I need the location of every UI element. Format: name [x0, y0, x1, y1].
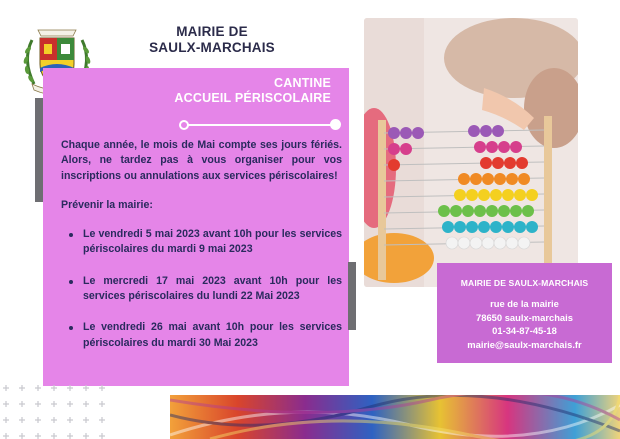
list-item-text: Le vendredi 26 mai avant 10h pour les services périscolaires du mardi 30 Mai 2023 [83, 321, 342, 349]
list-item [61, 320, 342, 351]
intro-paragraph: Chaque année, le mois de Mai compte ses jours fériés. Alors, ne tardez pas à vous organiser pour vos inscriptions ou annulations aux services périscolaires! [61, 139, 342, 182]
list-item-text: Le mercredi 17 mai 2023 avant 10h pour les services périscolaires du lundi 22 Mai 2023 [83, 274, 342, 303]
decorative-color-strip [170, 395, 620, 439]
panel-heading-line2: ACCUEIL PÉRISCOLAIRE [174, 91, 331, 105]
panel-heading [174, 76, 331, 106]
decorative-plus-pattern [1, 381, 117, 439]
decorative-slider-line [186, 124, 336, 126]
list-item-text: Le vendredi 5 mai 2023 avant 10h pour les services périscolaires du mardi 9 mai 2023 [83, 228, 342, 256]
decorative-bar [348, 262, 356, 330]
mairie-title [128, 24, 296, 56]
announcement-panel [43, 68, 349, 386]
contact-phone[interactable]: 01-34-87-45-18 [492, 325, 557, 337]
contact-city: 78650 saulx-marchais [476, 311, 573, 323]
contact-title: MAIRIE DE SAULX-MARCHAIS [460, 278, 589, 288]
mairie-title-line1: MAIRIE DE [176, 24, 248, 39]
mairie-title-line2: SAULX-MARCHAIS [149, 40, 275, 55]
bullet-icon [69, 326, 73, 330]
deadline-list [61, 227, 342, 351]
subheading: Prévenir la mairie: [61, 198, 153, 211]
bullet-icon [69, 233, 73, 237]
contact-email[interactable]: mairie@saulx-marchais.fr [467, 338, 582, 350]
announcement-body [61, 138, 342, 367]
panel-heading-line1: CANTINE [274, 76, 331, 90]
decorative-slider-dot [330, 119, 341, 130]
list-item [61, 274, 342, 305]
list-item [61, 227, 342, 258]
decorative-slider-dot [179, 120, 189, 130]
bullet-icon [69, 280, 73, 284]
contact-card [437, 263, 612, 363]
decorative-bar [35, 98, 43, 202]
contact-street: rue de la mairie [490, 298, 559, 309]
abacus-photo [364, 18, 578, 287]
